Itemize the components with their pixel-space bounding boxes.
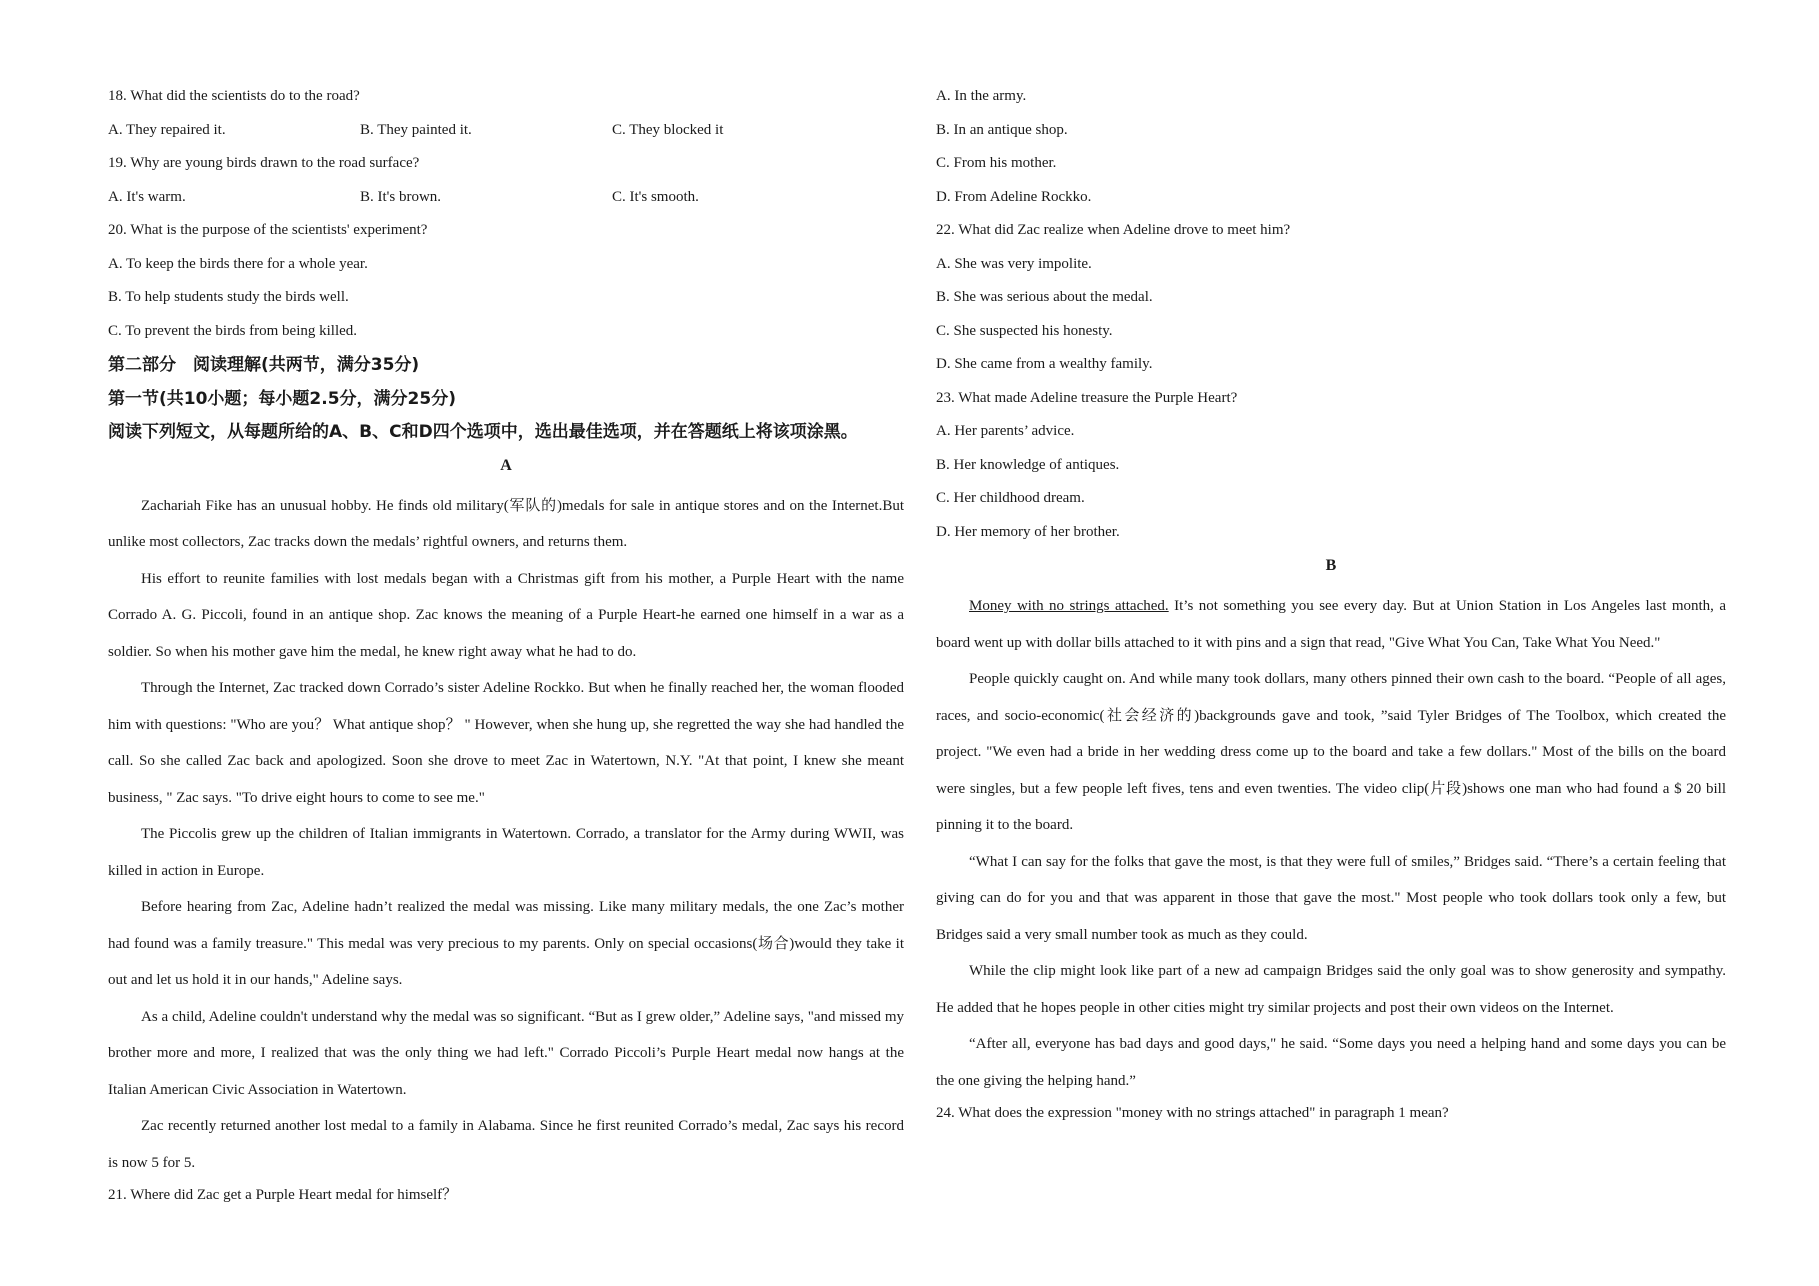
q21-option-a: A. In the army. xyxy=(936,88,1027,104)
section-1-heading: 第一节(共10小题；每小题2.5分，满分25分) xyxy=(108,388,456,409)
question-22: 22. What did Zac realize when Adeline drove to meet him? xyxy=(936,222,1291,238)
passage-a-paragraph-2: His effort to reunite families with lost medals began with a Christmas gift from his mother, a Purple Heart with the name Corrado A. G. Piccoli, found in an antique shop. Zac knows the meaning of a Purple Heart-he earned one himself in a war as a soldier. So when his mother gave him the medal, he knew right away what he had to do. xyxy=(108,570,904,660)
q19-option-a: A. It's warm. xyxy=(108,188,186,205)
passage-b-paragraph-1 xyxy=(936,588,1726,661)
question-23: 23. What made Adeline treasure the Purple Heart? xyxy=(936,389,1238,406)
q22-option-a: A. She was very impolite. xyxy=(936,255,1092,272)
passage-a-paragraph-1: Zachariah Fike has an unusual hobby. He finds old military(军队的)medals for sale in antique stores and on the Internet.But unlike most collectors, Zac tracks down the medals’ rightful owners, and returns them. xyxy=(108,497,904,550)
section-part-2-heading: 第二部分 阅读理解(共两节，满分35分) xyxy=(108,355,420,375)
reading-instruction: 阅读下列短文，从每题所给的A、B、C和D四个选项中，选出最佳选项，并在答题纸上将该项涂黑。 xyxy=(108,422,858,442)
underlined-expression: Money with no strings attached. xyxy=(969,598,1169,614)
q20-option-c: C. To prevent the birds from being killed. xyxy=(108,322,358,339)
passage-a-title: A xyxy=(500,456,512,474)
q23-option-c: C. Her childhood dream. xyxy=(936,490,1085,506)
q21-option-c: C. From his mother. xyxy=(936,155,1057,171)
left-column xyxy=(108,86,904,1219)
passage-a-paragraph-3: Through the Internet, Zac tracked down Corrado’s sister Adeline Rockko. But when he finally reached her, the woman flooded him with questions: "Who are you？ What antique shop？ " However, when she hung up, she regretted the way she had handled the call. So she called Zac back and apologized. Soon she drove to meet Zac in Watertown, N.Y. "At that point, I knew she meant business, " Zac says. "To drive eight hours to come to see me." xyxy=(108,680,904,806)
q20-option-a: A. To keep the birds there for a whole year. xyxy=(108,255,368,272)
passage-b-paragraph-2: People quickly caught on. And while many took dollars, many others pinned their own cash to the board. “People of all ages, races, and socio-economic(社会经济的)backgrounds gave and took, ”said Tyler Bridges of The Toolbox, which created the project. "We even had a bride in her wedding dress come up to the board and take a few dollars." Most of the bills on the board were singles, but a few people left fives, tens and even twenties. The video clip(片段)shows one man who had found a $ 20 bill pinning it to the board. xyxy=(936,671,1726,833)
passage-a-paragraph-5: Before hearing from Zac, Adeline hadn’t realized the medal was missing. Like many military medals, the one Zac’s mother had found was a family treasure." This medal was very precious to my parents. Only on special occasions(场合)would they take it out and let us hold it in our hands," Adeline says. xyxy=(108,899,904,988)
q18-option-a: A. They repaired it. xyxy=(108,121,226,138)
right-column xyxy=(936,86,1726,1137)
question-24: 24. What does the expression "money with no strings attached" in paragraph 1 mean? xyxy=(936,1105,1449,1121)
passage-b-paragraph-1-rest: It’s not something you see every day. But at Union Station in Los Angeles last month, a board went up with dollar bills attached to it with pins and a sign that read, "Give What You Can, Take What You Need." xyxy=(936,598,1727,651)
q22-option-c: C. She suspected his honesty. xyxy=(936,322,1113,339)
q18-option-c: C. They blocked it xyxy=(612,121,724,138)
q23-option-a: A. Her parents’ advice. xyxy=(936,423,1075,439)
question-21: 21. Where did Zac get a Purple Heart medal for himself？ xyxy=(108,1187,458,1203)
passage-a-paragraph-4: The Piccolis grew up the children of Italian immigrants in Watertown. Corrado, a translator for the Army during WWII, was killed in action in Europe. xyxy=(108,826,904,879)
passage-b-paragraph-4: While the clip might look like part of a new ad campaign Bridges said the only goal was to show generosity and sympathy. He added that he hopes people in other cities might try similar projects and post their own videos on the Internet. xyxy=(936,963,1726,1016)
passage-a-paragraph-6: As a child, Adeline couldn't understand why the medal was so significant. “But as I grew older,” Adeline says, "and missed my brother more and more, I realized that was the only thing we had left." Corrado Piccoli’s Purple Heart medal now hangs at the Italian American Civic Association in Watertown. xyxy=(108,1008,904,1098)
passage-b-paragraph-5: “After all, everyone has bad days and good days," he said. “Some days you need a helping hand and some days you can be the one giving the helping hand.” xyxy=(936,1036,1726,1089)
question-18-options xyxy=(108,120,904,140)
q19-option-b: B. It's brown. xyxy=(360,188,442,205)
q22-option-d: D. She came from a wealthy family. xyxy=(936,356,1153,372)
q18-option-b: B. They painted it. xyxy=(360,121,472,138)
question-19-options xyxy=(108,187,904,207)
q23-option-b: B. Her knowledge of antiques. xyxy=(936,456,1120,473)
passage-b-title: B xyxy=(1325,557,1337,574)
passage-a-paragraph-7: Zac recently returned another lost medal to a family in Alabama. Since he first reunited Corrado’s medal, Zac says his record is now 5 for 5. xyxy=(108,1118,904,1171)
q21-option-d: D. From Adeline Rockko. xyxy=(936,188,1092,205)
question-20: 20. What is the purpose of the scientists' experiment? xyxy=(108,222,428,238)
passage-b-paragraph-3: “What I can say for the folks that gave the most, is that they were full of smiles,” Bridges said. “There’s a certain feeling that giving can do for you and that was apparent in those that gave the most." Most people who took dollars took only a few, but Bridges said a very small number took as much as they could. xyxy=(936,853,1726,943)
q23-option-d: D. Her memory of her brother. xyxy=(936,523,1120,540)
q21-option-b: B. In an antique shop. xyxy=(936,121,1068,138)
question-19: 19. Why are young birds drawn to the road surface? xyxy=(108,155,420,171)
q22-option-b: B. She was serious about the medal. xyxy=(936,289,1153,305)
q19-option-c: C. It's smooth. xyxy=(612,188,699,205)
q20-option-b: B. To help students study the birds well. xyxy=(108,289,349,305)
question-18: 18. What did the scientists do to the road? xyxy=(108,88,360,104)
